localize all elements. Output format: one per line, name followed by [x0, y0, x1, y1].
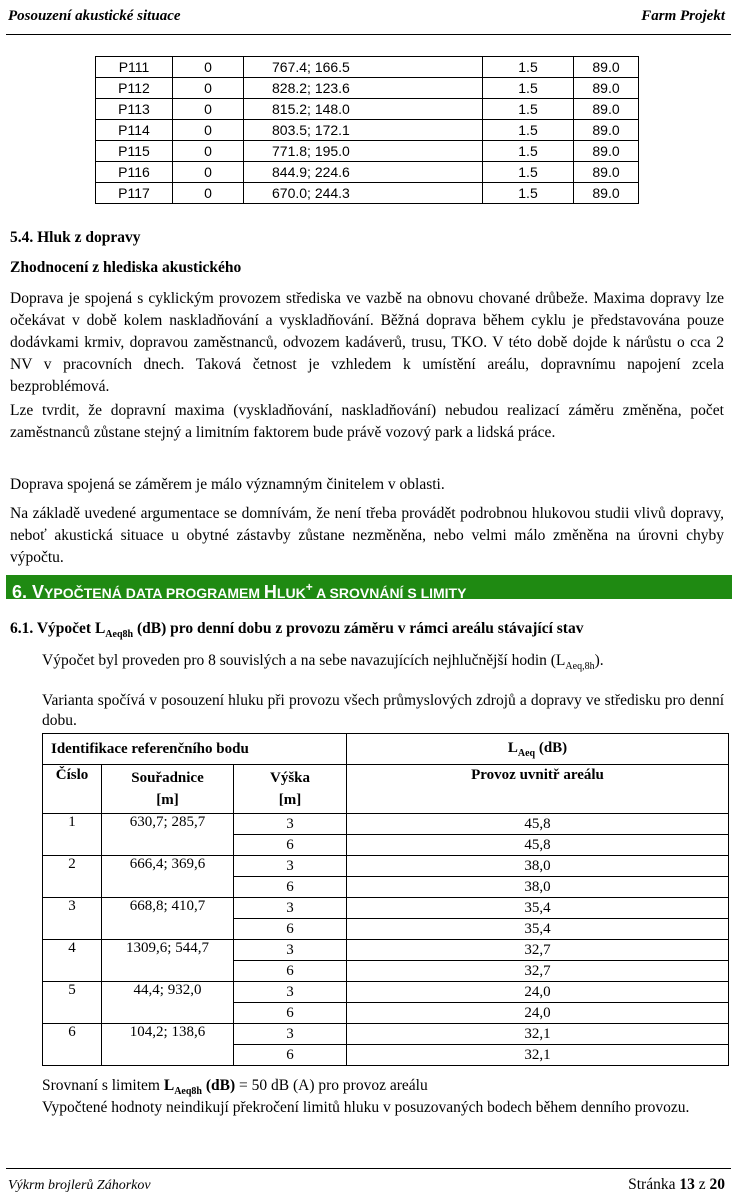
laeq-value: 38,0 — [347, 856, 729, 877]
point-coords: 771.8; 195.0 — [244, 141, 483, 162]
table-row — [43, 1024, 729, 1045]
height-value: 6 — [234, 1003, 347, 1024]
height-value: 3 — [234, 856, 347, 877]
variant-description: Varianta spočívá v posouzení hluku při provozu všech průmyslových zdrojů a dopravy ve středisku pro denní dobu. — [42, 692, 724, 729]
point-id: P116 — [96, 162, 173, 183]
paragraph-traffic-maxima: Lze tvrdit, že dopravní maxima (vyskladňování, naskladňování) nebudou realizací záměru změněna, počet zaměstnanců zůstane stejný a limitním faktorem bude právě vozový park a lidská práce. — [10, 402, 724, 441]
results-conclusion: Vypočtené hodnoty neindikují překročení limitů hluku v posuzovaných bodech během denního provozu. — [42, 1099, 690, 1116]
point-coordinates: 1309,6; 544,7 — [102, 940, 234, 982]
banner-plus: + — [305, 580, 313, 594]
height-value: 6 — [234, 835, 347, 856]
footer-project: Výkrm brojlerů Záhorkov — [8, 1178, 151, 1193]
table-row — [96, 141, 639, 162]
point-height: 1.5 — [483, 78, 574, 99]
point-id: P111 — [96, 57, 173, 78]
height-value: 6 — [234, 919, 347, 940]
laeq-value: 32,7 — [347, 940, 729, 961]
point-number: 4 — [43, 940, 102, 982]
point-flag: 0 — [173, 141, 244, 162]
point-coordinates: 104,2; 138,6 — [102, 1024, 234, 1066]
point-height: 1.5 — [483, 183, 574, 204]
ident-header: Identifikace referenčního bodu — [43, 734, 347, 765]
point-level: 89.0 — [574, 78, 639, 99]
height-value: 3 — [234, 1024, 347, 1045]
height-value: 3 — [234, 898, 347, 919]
point-id: P114 — [96, 120, 173, 141]
point-height: 1.5 — [483, 162, 574, 183]
height-value: 6 — [234, 877, 347, 898]
header-company: Farm Projekt — [641, 8, 725, 24]
point-level: 89.0 — [574, 57, 639, 78]
point-height: 1.5 — [483, 57, 574, 78]
table-row — [96, 78, 639, 99]
point-id: P113 — [96, 99, 173, 120]
table-row — [43, 814, 729, 835]
paragraph-traffic-cycle: Doprava je spojená s cyklickým provozem střediska ve vazbě na obnovu chované drůbeže. Maxima dopravy lze očekávat v době kolem naskladňování a vyskladňování. Běžná doprava během cyklu je představována pouze dodávkami krmiv, dopravou zaměstnanců, odvozem kadáverů, trusu, TKO. V této době dojde k nárůstu o cca 2 NV v pracovních dnech. Taková četnost je vzhledem k umístění areálu, dopravnímu napojení zcela bezproblémová. — [10, 290, 724, 395]
col-souradnice: Souřadnice [m] — [102, 765, 234, 814]
table-row — [96, 57, 639, 78]
point-flag: 0 — [173, 162, 244, 183]
source-points-table — [95, 56, 639, 204]
point-level: 89.0 — [574, 120, 639, 141]
paragraph-traffic-minor: Doprava spojená se záměrem je málo významným činitelem v oblasti. — [10, 476, 445, 493]
point-coords: 803.5; 172.1 — [244, 120, 483, 141]
col-cislo: Číslo — [43, 765, 102, 814]
banner-small-1: YPOČTENÁ DATA PROGRAMEM — [44, 585, 264, 601]
point-id: P117 — [96, 183, 173, 204]
col-provoz: Provoz uvnitř areálu — [347, 765, 729, 814]
table-row — [96, 99, 639, 120]
point-coordinates: 44,4; 932,0 — [102, 982, 234, 1024]
banner-number: 6. — [12, 582, 28, 602]
point-number: 6 — [43, 1024, 102, 1066]
point-coords: 767.4; 166.5 — [244, 57, 483, 78]
point-coords: 828.2; 123.6 — [244, 78, 483, 99]
point-flag: 0 — [173, 120, 244, 141]
table-row — [96, 162, 639, 183]
laeq-value: 32,1 — [347, 1024, 729, 1045]
table-row — [96, 183, 639, 204]
point-level: 89.0 — [574, 99, 639, 120]
point-coordinates: 666,4; 369,6 — [102, 856, 234, 898]
height-value: 3 — [234, 814, 347, 835]
table-row — [43, 982, 729, 1003]
laeq-value: 45,8 — [347, 835, 729, 856]
laeq-value: 24,0 — [347, 1003, 729, 1024]
calc-description: Výpočet byl proveden pro 8 souvislých a na sebe navazujících nejhlučnější hodin $(L_{Aeq,8h})$. — [42, 652, 604, 673]
table-row — [96, 120, 639, 141]
laeq-value: 35,4 — [347, 919, 729, 940]
laeq-value: 35,4 — [347, 898, 729, 919]
header-title: Posouzení akustické situace — [8, 8, 181, 24]
height-value: 6 — [234, 1045, 347, 1066]
point-coords: 670.0; 244.3 — [244, 183, 483, 204]
point-level: 89.0 — [574, 141, 639, 162]
acoustic-evaluation-heading: Zhodnocení z hlediska akustického — [10, 259, 242, 276]
point-number: 3 — [43, 898, 102, 940]
banner-cap-1: V — [32, 582, 45, 602]
point-flag: 0 — [173, 99, 244, 120]
point-level: 89.0 — [574, 183, 639, 204]
point-number: 5 — [43, 982, 102, 1024]
point-flag: 0 — [173, 78, 244, 99]
section-5-4-heading: 5.4. Hluk z dopravy — [10, 229, 141, 246]
banner-small-3: A SROVNÁNÍ S LIMITY — [312, 585, 467, 601]
header-rule — [6, 34, 731, 35]
col-vyska: Výška [m] — [234, 765, 347, 814]
limit-comparison: Srovnaní s limitem $L_{Aeq8h}$ (dB) = 50 dB (A) pro provoz areálu — [42, 1077, 428, 1098]
point-height: 1.5 — [483, 99, 574, 120]
point-flag: 0 — [173, 57, 244, 78]
point-id: P115 — [96, 141, 173, 162]
point-flag: 0 — [173, 183, 244, 204]
laeq-value: 38,0 — [347, 877, 729, 898]
point-height: 1.5 — [483, 120, 574, 141]
paragraph-conclusion: Na základě uvedené argumentace se domnívám, že není třeba provádět podrobnou hlukovou studii vlivů dopravy, neboť akustická situace u obytné zástavby zůstane nezměněna, nebo velmi málo změněna na úrovni chyby výpočtu. — [10, 505, 724, 566]
height-value: 6 — [234, 961, 347, 982]
banner-cap-2: H — [263, 582, 277, 602]
point-number: 1 — [43, 814, 102, 856]
page-number: Stránka 13 z 20 — [628, 1176, 725, 1193]
point-coords: 844.9; 224.6 — [244, 162, 483, 183]
table-row — [43, 940, 729, 961]
point-coordinates: 668,8; 410,7 — [102, 898, 234, 940]
laeq-value: 32,1 — [347, 1045, 729, 1066]
height-value: 3 — [234, 940, 347, 961]
point-level: 89.0 — [574, 162, 639, 183]
section-6-1-heading: 6.1. Výpočet $L_{Aeq8h}$ (dB) pro denní dobu z provozu záměru v rámci areálu stávající stav — [10, 620, 584, 641]
table-row — [43, 898, 729, 919]
point-id: P112 — [96, 78, 173, 99]
section-6-banner — [6, 575, 732, 602]
point-height: 1.5 — [483, 141, 574, 162]
laeq-value: 24,0 — [347, 982, 729, 1003]
point-number: 2 — [43, 856, 102, 898]
laeq-header: $L_{Aeq}$ (dB) — [347, 734, 729, 765]
laeq-value: 45,8 — [347, 814, 729, 835]
results-table — [42, 733, 729, 1066]
point-coords: 815.2; 148.0 — [244, 99, 483, 120]
point-coordinates: 630,7; 285,7 — [102, 814, 234, 856]
height-value: 3 — [234, 982, 347, 1003]
laeq-value: 32,7 — [347, 961, 729, 982]
table-row — [43, 856, 729, 877]
banner-small-2: LUK — [276, 585, 306, 601]
footer-rule — [6, 1168, 731, 1169]
